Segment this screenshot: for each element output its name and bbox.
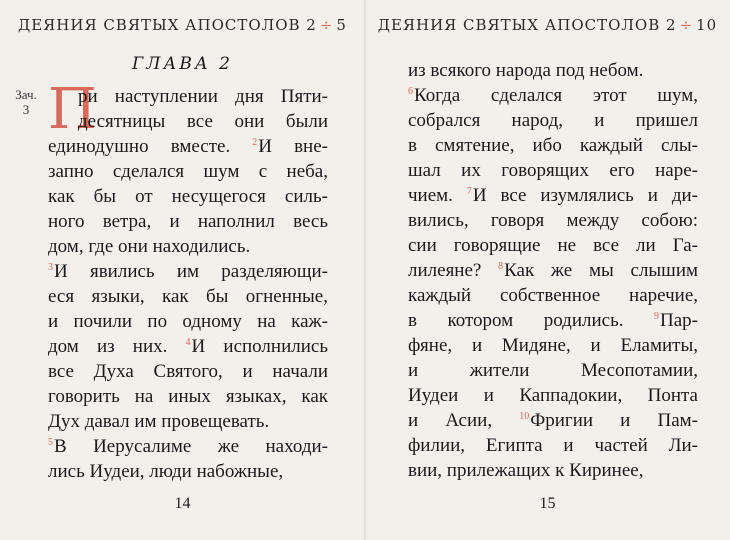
text-line bbox=[48, 84, 328, 109]
running-head bbox=[0, 16, 365, 34]
verse-text: Фригии и Пам- bbox=[530, 410, 699, 431]
verse-text: десятницы все они были bbox=[78, 111, 328, 132]
running-head-chapter: 2 bbox=[306, 16, 317, 34]
running-head-separator: ÷ bbox=[319, 16, 334, 34]
verse-text: чием. bbox=[408, 185, 467, 206]
text-line bbox=[408, 158, 698, 183]
verse-text: и почили по одному на каж- bbox=[48, 311, 328, 332]
verse-text: ри наступлении дня Пяти- bbox=[78, 86, 328, 107]
text-line bbox=[48, 209, 328, 234]
verse-text: вии, прилежащих к Киринее, bbox=[408, 460, 644, 481]
text-line bbox=[408, 108, 698, 133]
text-line bbox=[408, 233, 698, 258]
text-line bbox=[408, 258, 698, 283]
verse-text: лилеяне? bbox=[408, 260, 499, 281]
text-line bbox=[48, 184, 328, 209]
text-line bbox=[408, 208, 698, 233]
verse-number: 3 bbox=[48, 261, 53, 273]
verse-text: и жители Месопотамии, bbox=[408, 360, 698, 381]
text-line bbox=[408, 358, 698, 383]
text-line bbox=[48, 159, 328, 184]
text-line bbox=[48, 259, 328, 284]
verse-text: собрался народ, и пришел bbox=[408, 110, 698, 131]
text-line bbox=[408, 133, 698, 158]
verse-number: 10 bbox=[519, 410, 530, 422]
verse-text: И вне- bbox=[258, 136, 328, 157]
verse-text: еся языки, как бы огненные, bbox=[48, 286, 328, 307]
text-line bbox=[408, 58, 698, 83]
verse-text: в котором родились. bbox=[408, 310, 655, 331]
verse-text: В Иерусалиме же находи- bbox=[54, 436, 328, 457]
running-head-chapter: 2 bbox=[666, 16, 677, 34]
verse-text: все Духа Святого, и начали bbox=[48, 361, 328, 382]
verse-text: сии говорящие не все ли Га- bbox=[408, 235, 698, 256]
verse-text: из всякого народа под небом. bbox=[408, 60, 644, 81]
zachalo-marker bbox=[10, 87, 42, 117]
verse-text: И все изумлялись и ди- bbox=[472, 185, 698, 206]
text-line bbox=[408, 433, 698, 458]
verse-number: 6 bbox=[408, 85, 413, 97]
page-number: 15 bbox=[539, 495, 556, 512]
text-line bbox=[408, 308, 698, 333]
verse-number: 7 bbox=[466, 185, 472, 197]
text-line bbox=[408, 83, 698, 108]
text-line bbox=[408, 408, 698, 433]
verse-text: шал их говорящих его наре- bbox=[408, 160, 698, 181]
verse-text: фяне, и Мидяне, и Еламиты, bbox=[408, 335, 698, 356]
text-line bbox=[48, 234, 328, 259]
verse-text: И исполнились bbox=[191, 336, 328, 357]
text-line bbox=[48, 134, 328, 159]
text-line bbox=[48, 359, 328, 384]
verse-text: вились, говоря между собою: bbox=[408, 210, 698, 231]
text-line bbox=[48, 284, 328, 309]
running-head-verse: 5 bbox=[336, 16, 347, 34]
zachalo-label: Зач. bbox=[15, 87, 37, 102]
verse-number: 5 bbox=[48, 436, 53, 448]
verse-text: запно сделался шум с неба, bbox=[48, 161, 328, 182]
text-line bbox=[48, 434, 328, 459]
verse-text: Когда сделался этот шум, bbox=[414, 85, 698, 106]
text-line bbox=[48, 409, 328, 434]
text-line bbox=[408, 458, 698, 483]
verse-number: 9 bbox=[654, 310, 660, 322]
verse-number: 2 bbox=[252, 136, 258, 148]
text-line bbox=[48, 384, 328, 409]
verse-number: 4 bbox=[185, 336, 191, 348]
verse-text: в смятение, ибо каждый слы- bbox=[408, 135, 698, 156]
text-line bbox=[408, 383, 698, 408]
drop-cap: П bbox=[48, 77, 97, 142]
text-line bbox=[408, 183, 698, 208]
running-head-title: ДЕЯНИЯ СВЯТЫХ АПОСТОЛОВ bbox=[18, 16, 301, 34]
text-line bbox=[408, 333, 698, 358]
right-page bbox=[365, 0, 730, 540]
verse-text: и Асии, bbox=[408, 410, 520, 431]
running-head-separator: ÷ bbox=[679, 16, 694, 34]
verse-text: филии, Египта и частей Ли- bbox=[408, 435, 698, 456]
chapter-heading: ГЛАВА 2 bbox=[132, 54, 233, 74]
running-head bbox=[365, 16, 730, 34]
text-line bbox=[48, 109, 328, 134]
text-line bbox=[408, 283, 698, 308]
verse-text: Иудеи и Каппадокии, Понта bbox=[408, 385, 698, 406]
zachalo-number: 3 bbox=[22, 102, 30, 117]
verse-text: дом из них. bbox=[48, 336, 186, 357]
verse-number: 8 bbox=[498, 260, 504, 272]
verse-text: говорить на иных языках, как bbox=[48, 386, 328, 407]
verse-text: дом, где они находились. bbox=[48, 236, 251, 257]
page-number: 14 bbox=[174, 495, 191, 512]
text-line bbox=[48, 459, 328, 484]
verse-text: Дух давал им провещевать. bbox=[48, 411, 270, 432]
running-head-title: ДЕЯНИЯ СВЯТЫХ АПОСТОЛОВ bbox=[377, 16, 661, 34]
body-text bbox=[408, 58, 698, 483]
verse-text: Как же мы слышим bbox=[504, 260, 699, 281]
verse-text: ного ветра, и наполнил весь bbox=[48, 211, 328, 232]
verse-text: лись Иудеи, люди набожные, bbox=[48, 461, 284, 482]
verse-text: И явились им разделяющи- bbox=[54, 261, 328, 282]
verse-text: как бы от несущегося силь- bbox=[48, 186, 328, 207]
body-text bbox=[48, 77, 328, 484]
text-line bbox=[48, 309, 328, 334]
text-line bbox=[48, 334, 328, 359]
verse-text: единодушно вместе. bbox=[48, 136, 253, 157]
verse-text: Пар- bbox=[660, 310, 698, 331]
running-head-verse: 10 bbox=[696, 16, 718, 34]
verse-text: каждый собственное наречие, bbox=[408, 285, 698, 306]
